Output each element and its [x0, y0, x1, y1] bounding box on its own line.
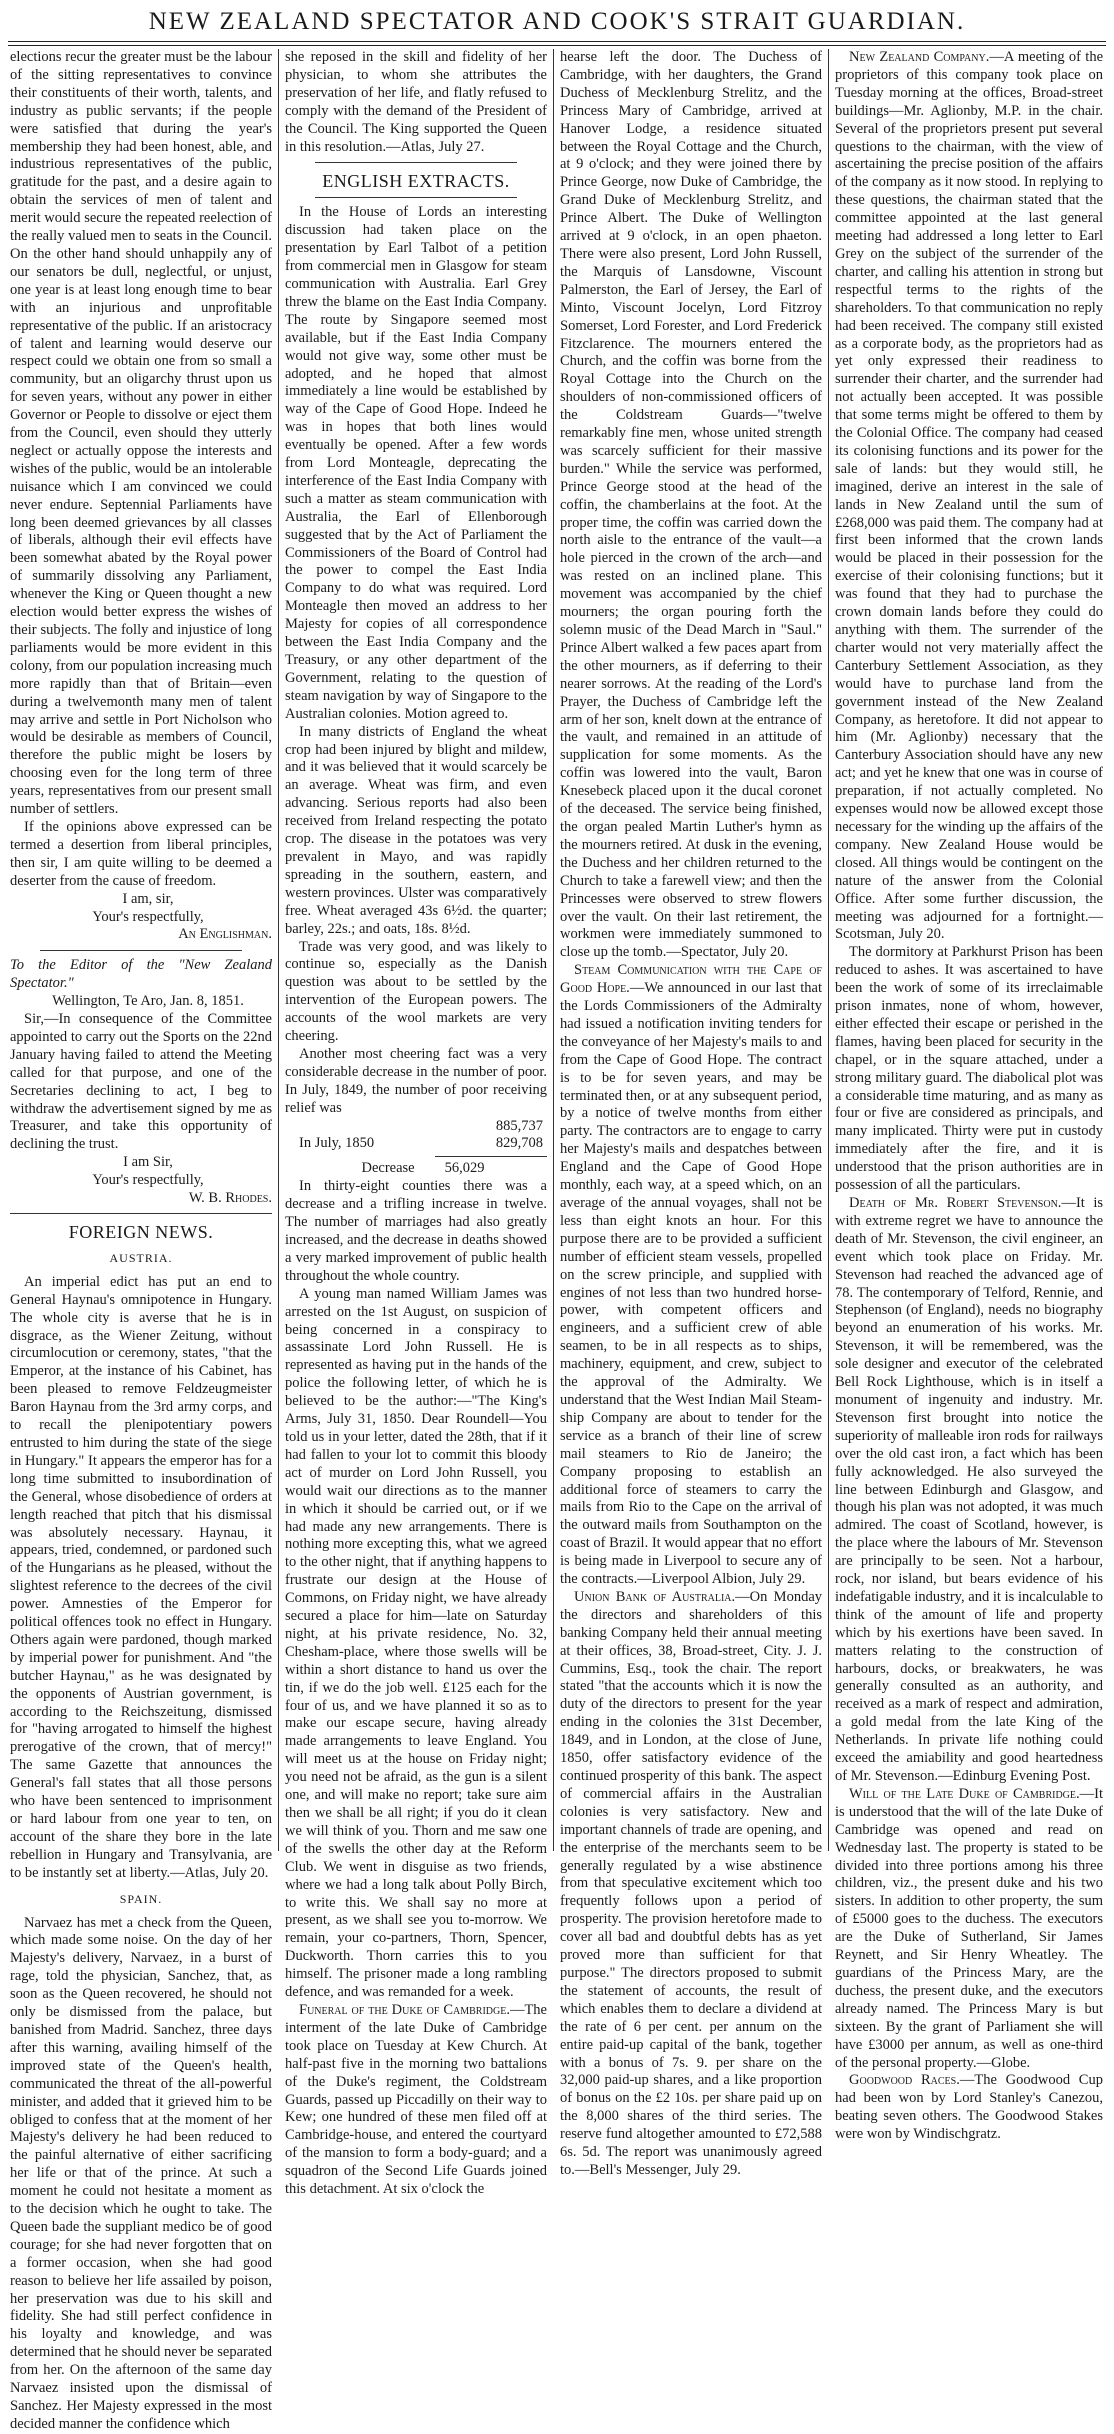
goodwood-title: Goodwood Races.	[849, 2072, 960, 2089]
letter-signoff-2: Your's respectfully,	[92, 908, 204, 925]
parkhurst-article: The dormitory at Parkhurst Prison has been reduced to ashes. It was ascertained to have been the work of some of its irreclaimable prison inmates, none of whom, however, either effected their escape or perished in the flames, having been placed for security in the chapel, or in the square attached, under a strong military guard. The diabolical plot was a considerable time maturing, and as many as four or five are considered as principals, and many implicated. Thirty were put in custody immediately after the fire, and it is understood that the prison authorities are in possession of all the particulars.	[835, 944, 1103, 1194]
trade-article: Trade was very good, and was likely to continue so, especially as the Danish question was about to be settled by the intervention of the European powers. The accounts of the wool markets are very cheering.	[285, 938, 547, 1045]
nz-company-text: —A meeting of the proprietors of this company took place on Tuesday morning at the offices, Broad-street buildings—Mr. Aglionby, M.P. in the chair. Several of the proprietors present put several questions to the chairman, with the view of ascertaining the precise position of the affairs of the company as it now stood. In replying to these questions, the chairman stated that the committee appointed at the last general meeting had addressed a long letter to Earl Grey on the subject of the surrender of the charter, and calling his attention in strong but respectful terms to the rights of the shareholders. To that communication no reply had been received. The company still existed as a corporate body, as the proprietors had as yet only expressed their readiness to surrender their charter, and the surrender had not actually been accepted. It was possible that some terms might be offered to them by the Colonial Office. The company had ceased its colonising functions and its power for the sale of lands: but they would still, he imagined, derive an interest in the sale of lands in New Zealand until the sum of £268,000 was paid them. The company had at first been informed that the crown lands would be placed in their possession for the exercise of their colonising functions; but it was found that they had to purchase the crown domain lands before they could do anything with them. The surrender of the charter would not very materially affect the Canterbury Settlement Association, as they would have to purchase land from the government instead of the New Zealand Company, as heretofore. It did not appear to him (Mr. Aglionby) necessary that the Canterbury Association should have any new act; and yet he knew that one was in course of preparation, if not actually completed. No expenses would now be allowed except those necessary for the winding up the affairs of the company. New Zealand House would be closed. All things would be contingent on the nature of the answer from the Colonial Office. After some further discussion, the meeting was adjourned for a fortnight.—Scotsman, July 20.	[835, 49, 1104, 943]
column-rule	[553, 49, 554, 1851]
rhodes-signoff: I am Sir,	[123, 1154, 173, 1171]
column-1	[10, 49, 272, 2432]
steam-article	[560, 962, 822, 1589]
nz-company-title: New Zealand Company.	[849, 49, 990, 65]
column-rule	[278, 49, 279, 1851]
divider	[40, 950, 242, 951]
relief-article: Another most cheering fact was a very considerable decrease in the number of poor. In July, 1849, the number of poor receiving relief was	[285, 1045, 547, 1116]
funeral-text: —The interment of the late Duke of Cambridge took place on Tuesday at Kew Church. At half-past five in the morning two battalions of the Duke's regiment, the Coldstream Guards, passed up Piccadilly on their way to Kew; one hundred of these men filed off at Cambridge-house, and entered the courtyard of the mansion to form a body-guard; and a squadron of the Second Life Guards joined this detachment. At six o'clock the	[285, 2001, 547, 2198]
subheading-austria: AUSTRIA.	[109, 1250, 173, 1265]
relief-figure-1849	[285, 1118, 547, 1136]
stevenson-title: Death of Mr. Robert Stevenson.	[849, 1195, 1062, 1211]
subheading-spain: SPAIN.	[119, 1891, 163, 1906]
rhodes-letter: Sir,—In consequence of the Committee appointed to carry out the Sports on the 22nd January having failed to attend the Meeting called for that purpose, and one of the Secretaries declining to act, I beg to withdraw the advertisement signed by me as Treasurer, and take this opportunity of declining the trust.	[10, 1011, 272, 1153]
letter-body: elections recur the greater must be the labour of the sitting representatives to convince their constituents of their worth, talents, and industry as public servants; if the people were satisfied that during the year's membership they had been honest, able, and industrious representatives of the public, gratitude for the past, and a desire again to obtain the services of men of talent and merit would secure the repeated reelection of the really valued men to seats in the Council. On the other hand should unhappily any of our senators be dull, neglectful, or unjust, one year is at least long enough time to bear with an injurious and unprofitable representative of the public. If an aristocracy of talent and learning would deserve our respect could we obtain one from so small a community, but an oligarchy thrust upon us for seven years, without any power in either Governor or People to dissolve or eject them from the Council, even should they utterly neglect or actually oppose the interests and wishes of the public, would be an intolerable nuisance which I am convinced we could never endure. Septennial Parliaments have long been deemed grievances by all classes of liberals, although their evil effects have been somewhat abated by the Royal power of summarily dissolving any Parliament, whenever the King or Queen thought a new election would better express the wishes of their subjects. The folly and injustice of long parliaments would be more evident in this colony, from our population increasing much more rapidly than that of Britain—even during a twelvemonth many men of talent may arrive and settle in Port Nicholson who would be desirable as members of Council, therefore the public might be losers by choosing even for the long term of three years, representatives from our present small number of settlers.	[10, 49, 272, 818]
masthead-rule-2	[8, 45, 1106, 46]
steam-title: Steam Communication with the Cape of Good Hope.	[560, 962, 822, 997]
relief-1850-label: In July, 1850	[299, 1135, 375, 1152]
dateline: Wellington, Te Aro, Jan. 8, 1851.	[52, 993, 244, 1010]
decrease-line	[285, 1160, 547, 1178]
relief-figure-1850	[285, 1135, 547, 1153]
section-heading-english: ENGLISH EXTRACTS.	[322, 171, 510, 192]
divider	[10, 1213, 272, 1214]
decrease-label: Decrease	[361, 1160, 415, 1177]
letter-signoff: I am, sir,	[122, 890, 174, 907]
column-rule	[828, 49, 829, 1851]
divider	[315, 197, 517, 198]
will-title: Will of the Late Duke of Cambridge.	[849, 1785, 1080, 1802]
wheat-article: In many districts of England the wheat crop had been injured by blight and mildew, and it was believed that it would scarcely be an average. Wheat was firm, and even advancing. Serious reports had also been received from Ireland respecting the potato crop. The disease in the potatoes was very prevalent in Mayo, and was rapidly spreading in the southern, eastern, and western provinces. Ulster was comparatively free. Wheat averaged 43s 6½d. the quarter; barley, 22s.; and oats, 18s. 8½d.	[285, 723, 547, 937]
spain-article-cont: she reposed in the skill and fidelity of her physician, to whom she attributes the preservation of her life, and flatly refused to comply with the demand of the President of the Council. The King supported the Queen in this resolution.—Atlas, July 27.	[285, 49, 547, 155]
counties-article: In thirty-eight counties there was a decrease and a trifling increase in twelve. The number of marriages had also greatly increased, and the decrease in deaths showed a very marked improvement of public health throughout the whole country.	[285, 1178, 547, 1284]
stevenson-text: —It is with extreme regret we have to announce the death of Mr. Stevenson, the civil engineer, an event which took place on Friday. Mr. Stevenson had reached the advanced age of 78. The contemporary of Telford, Rennie, and Stephenson (of England), needs no biography beyond an enumeration of his works. Mr. Stevenson, it will be remembered, was the sole designer and executor of the celebrated Bell Rock Lighthouse, which is in itself a monument of ingenuity and industry. Mr. Stevenson first brought into notice the superiority of malleable iron rods for railways over the old cast iron, a fact which has been fully acknowledged. He also surveyed the line between Edinburgh and Glasgow, and though his plan was not adopted, it was much admired. The coast of Scotland, however, is the place where the labours of Mr. Stevenson are principally to be seen. Not a harbour, rock, nor island, but bears evidence of his indefatigable industry, and it is incalculable to think of the amount of life and property which by his exertions have been saved. In matters relating to the construction of harbours, docks, or breakwaters, he was generally consulted as an authority, and received as a mark of respect and admiration, a gold medal from the late King of the Netherlands. In private life nothing could exceed the amiability and good heartedness of Mr. Stevenson.—Edinburg Evening Post.	[835, 1195, 1103, 1784]
goodwood-text: —The Goodwood Cup had been won by Lord Stanley's Canezou, beating seven others. The Goodwood Stakes were won by Windischgratz.	[835, 2072, 1103, 2143]
will-article	[835, 1786, 1103, 2073]
sum-rule	[435, 1156, 547, 1157]
union-bank-text: —On Monday the directors and shareholders of this banking Company held their annual meeting at their offices, 38, Broad-street, City. J. J. Cummins, Esq., took the chair. The report stated "that the accounts which it is now the duty of the directors to present for the year ending in the colonies the 31st December, 1849, and in London, at the close of June, 1850, offer satisfactory evidence of the continued prosperity of this bank. The aspect of commercial affairs in the Australian colonies is very satisfactory. New and important channels of trade are opening, and the enterprise of the merchants seem to be generally regulated by a wise abstinence from that speculative excitement which too frequently follows upon a period of prosperity. The provision heretofore made to cover all bad and doubtful debts has as yet proved more than sufficient for that purpose." The directors proposed to submit the statement of accounts, the result of which enables them to declare a dividend at the rate of 6 per cent. per annum on the entire paid-up capital of the bank, together with a bonus of 7s. 9. per share on the 32,000 paid-up shares, and a like proportion of bonus on the £2 10s. per share paid up on the 8,000 shares of the third series. The reserve fund altogether amounted to £72,588 6s. 5d. The report was unanimously agreed to.—Bell's Messenger, July 29.	[560, 1588, 822, 2178]
masthead-title: NEW ZEALAND SPECTATOR AND COOK'S STRAIT GUARDIAN.	[148, 8, 966, 35]
letter-signature: An Englishman.	[178, 926, 272, 943]
section-heading-foreign: FOREIGN NEWS.	[68, 1222, 214, 1242]
goodwood-article	[835, 2072, 1103, 2144]
relief-1849-value: 885,737	[495, 1117, 543, 1134]
decrease-value: 56,029	[444, 1160, 485, 1177]
funeral-title: Funeral of the Duke of Cambridge.	[299, 2001, 510, 2018]
james-article: A young man named William James was arrested on the 1st August, on suspicion of being concerned in a conspiracy to assassinate Lord John Russell. He is represented as having put in the hands of the police the following letter, of which he is believed to be the author:—"The King's Arms, July 31, 1850. Dear Roundell—You told us in your letter, dated the 28th, that if it had fallen to your lot to commit this bloody act of murder on Lord John Russell, you would wait our directions as to the manner in which it should be carried out, or if we had made any new arrangements. There is nothing more excepting this, what we agreed to the other night, that if anything happens to frustrate our design at the House of Commons, on Friday night, we have already secured a place for him—late on Saturday night, at his private residence, No. 32, Chesham-place, where those swells will be within a short distance to hand us over the tin, if we do the job well. £125 each for the four of us, and we have planned it so as to make our escape secure, having already made arrangements to leave England. You will meet us at the house on Friday night; you need not be afraid, as the gun is a silent one, and will make no report; take sure aim then we shall be all right; if you do it clean we will think of you. Thorn and me saw one of the swells the other day at the Reform Club. We went in disguise as two friends, where we had a long talk about Polly Birch, to write this. We shall say no more at present, as we shall see you to-morrow. We remain, your co-partners, Thorn, Spencer, Duckworth. Thorn carries this to you himself. The prisoner made a long rambling defence, and was remanded for a week.	[285, 1285, 547, 2001]
union-bank-article	[560, 1589, 822, 2180]
divider	[315, 162, 517, 163]
column-3	[560, 49, 822, 2178]
lords-article: In the House of Lords an interesting discussion had taken place on the presentation by Earl Talbot of a petition from commercial men in Glasgow for steam communication with Australia. Earl Grey threw the blame on the East India Company. The route by Singapore seemed most available, but if the East India Company would not give way, some other must be adopted, and he hoped that almost immediately a line would be established by way of the Cape of Good Hope. Indeed he was in hopes that both lines would eventually be opened. After a few words from Lord Monteagle, deprecating the interference of the East India Company with such a matter as steam communication with Australia, the Earl of Ellenborough suggested that by the Act of Parliament the Commissioners of the Board of Control had the power to compel the East India Company to do what was required. Lord Monteagle then moved an address to her Majesty for copies of all correspondence between the East India Company and the Treasury, or any other department of the Government, relating to the question of steam navigation by way of Singapore to the Australian colonies. Motion agreed to.	[285, 204, 547, 722]
austria-article: An imperial edict has put an end to General Haynau's omnipotence in Hungary. The whole city is averse that he is in disgrace, as the Wiener Zeitung, without circumlocution or ceremony, states, "that the Emperor, at the instance of his Cabinet, has been pleased to remove Feldzeugmeister Baron Haynau from the 3rd army corps, and to recall the plenipotentiary powers entrusted to him during the state of the siege in Hungary." It appears the emperor has for a long time submitted to insubordination of the General, whose disobedience of orders at length reached that pitch that his dismissal was absolutely necessary. Haynau, it appears, tried, condemned, or pardoned such of the Hungarians as he pleased, without the slightest reference to the decrees of the civil power. Amnesties of the Emperor for political offences took no effect in Hungary. Others again were pardoned, though marked by imperial power for punishment. And "the butcher Haynau," as he was designated by the opponents of Austrian government, is according to the Reichszeitung, dismissed for "having arrogated to himself the highest prerogative of the crown, that of mercy!" The same Gazette that announces the General's fall states that all those persons who have been sentenced to imprisonment or hard labour from one year to ten, on account of the share they bore in the late rebellion in Hungary and Transylvania, are to be instantly set at liberty.—Atlas, July 20.	[10, 1273, 272, 1881]
rhodes-signature: W. B. Rhodes.	[188, 1190, 272, 1207]
masthead-rule	[8, 41, 1106, 42]
stevenson-article	[835, 1195, 1103, 1786]
steam-text: —We announced in our last that the Lords Commissioners of the Admiralty had issued a notification inviting tenders for the conveyance of her Majesty's mails to and from the Cape of Good Hope. The contract is to be for seven years, and may be terminated then, or at any subsequent period, by a notice of twelve months from either party. The contractors are to engage to carry her Majesty's mails and despatches between England and the Cape of Good Hope monthly, each way, at a speed which, on an average of the annual voyages, shall not be less than eight knots an hour. For this purpose there are to be provided a sufficient number of efficient steam vessels, propelled on the screw principle, and supplied with engines of not less than two hundred horse-power, with competent officers and engineers, and a sufficient crew of able seamen, to be in all respects as to ships, machinery, equipment, and crew, subject to the approval of the Admiralty. We understand that the West Indian Mail Steam-ship Company are about to tender for the service as a branch of their line of screw mail steamers to Rio de Janeiro; the Company proposing to establish an additional force of steamers to carry the mails from Rio to the Cape on the arrival of the outward mails from Southampton on the coast of Brazil. It would appear that no effort is being made in Liverpool to secure any of the contracts.—Liverpool Albion, July 29.	[560, 980, 822, 1588]
funeral-article	[285, 2002, 547, 2199]
will-text: —It is understood that the will of the late Duke of Cambridge was opened and read on Wednesday last. The property is stated to be divided into three portions among his three children, viz., the present duke and his two sisters. In addition to other property, the sum of £5000 goes to the duchess. The executors are the Duke of Sutherland, Sir James Reynett, and Sir Henry Wheatley. The guardians of the Princess Mary, are the duchess, the present duke, and the executors already named. The Princess Mary is but sixteen. By the grant of Parliament she will have £3000 per annum, as well as one-third of the personal property.—Globe.	[835, 1785, 1103, 2071]
column-4	[835, 49, 1104, 2143]
spain-article: Narvaez has met a check from the Queen, which made some noise. On the day of her Majesty's delivery, Narvaez, in a burst of rage, told the physician, Sanchez, that, as soon as the Queen recovered, he should not only be dismissed from the palace, but banished from Madrid. Sanchez, three days after this warning, availing himself of the improved state of the Queen's health, communicated the threat of the all-powerful minister, and added that it grieved him to be obliged to confess that at the moment of her Majesty's delivery he had been reduced to the painful alternative of either sacrificing her life or that of the prince. At such a moment he could not hesitate a moment as to the decision which he ought to take. The Queen bade the suppliant medico be of good courage; for she had never forgotten that on a former occasion, when she had good reason to believe her life assailed by poison, her preservation was due to his skill and fidelity. She had still perfect confidence in his loyalty and knowledge, and was determined that he should never be separated from her. On the afternoon of the same day Narvaez insisted upon the dismissal of Sanchez. Her Majesty expressed in the most decided manner the confidence which	[10, 1914, 272, 2432]
funeral-article-cont: hearse left the door. The Duchess of Cambridge, with her daughters, the Grand Duchess of Mecklenburg Strelitz, and the Princess Mary of Cambridge, arrived at Hanover Lodge, a residence situated between the Royal Cottage and the Church, at 9 o'clock; and they were joined there by Prince George, now Duke of Cambridge, the Grand Duke of Mecklenburg Strelitz, and Prince Albert. The Duke of Wellington arrived at 9 o'clock, in an open phaeton. There were also present, Lord John Russell, the Marquis of Lansdowne, Viscount Palmerston, the Earl of Jersey, the Earl of Minto, Viscount Jocelyn, Lord Fitzroy Somerset, Lord Forester, and Lord Frederick Fitzclarence. The mourners entered the Church, and the coffin was borne from the Royal Cottage into the Church on the shoulders of non-commissioned officers of the Coldstream Guards—"twelve remarkably fine men, whose united strength was scarcely sufficient for their massive burden." While the service was performed, Prince George stood at the head of the coffin, the chamberlains at the foot. At the proper time, the coffin was carried down the north aisle to the entrance of the vault—a hole pierced in the crown of the arch—and was rested on an inclined plane. This movement was accompanied by the chief mourners; the organ pouring forth the solemn music of the Dead March in "Saul." Prince Albert walked a few paces apart from the other mourners, as if deferring to their nearer sorrows. At the reading of the Lord's Prayer, the Duchess of Cambridge left the arm of her son, knelt down at the entrance of the vault, and remained in an attitude of supplication for some moments. As the coffin was lowered into the vault, Baron Knesebeck placed upon it the ducal coronet of the deceased. The service being finished, the organ pealed Martin Luther's hymn as the mourners retired. At dusk in the evening, the Duchess and her children returned to the Church to take a farewell view; and then the Princesses were observed to strew flowers over the vault. On their last retirement, the workmen were immediately summoned to close up the tomb.—Spectator, July 20.	[560, 49, 822, 961]
column-2	[285, 49, 547, 2198]
editor-address: To the Editor of the "New Zealand Spectator."	[10, 957, 272, 992]
relief-1850-value: 829,708	[495, 1135, 543, 1152]
nz-company-article	[835, 49, 1103, 944]
union-bank-title: Union Bank of Australia.	[574, 1588, 736, 1605]
rhodes-signoff-2: Your's respectfully,	[92, 1172, 204, 1189]
letter-body-2: If the opinions above expressed can be termed a desertion from liberal principles, then sir, I am quite willing to be deemed a deserter from the cause of freedom.	[10, 818, 272, 889]
